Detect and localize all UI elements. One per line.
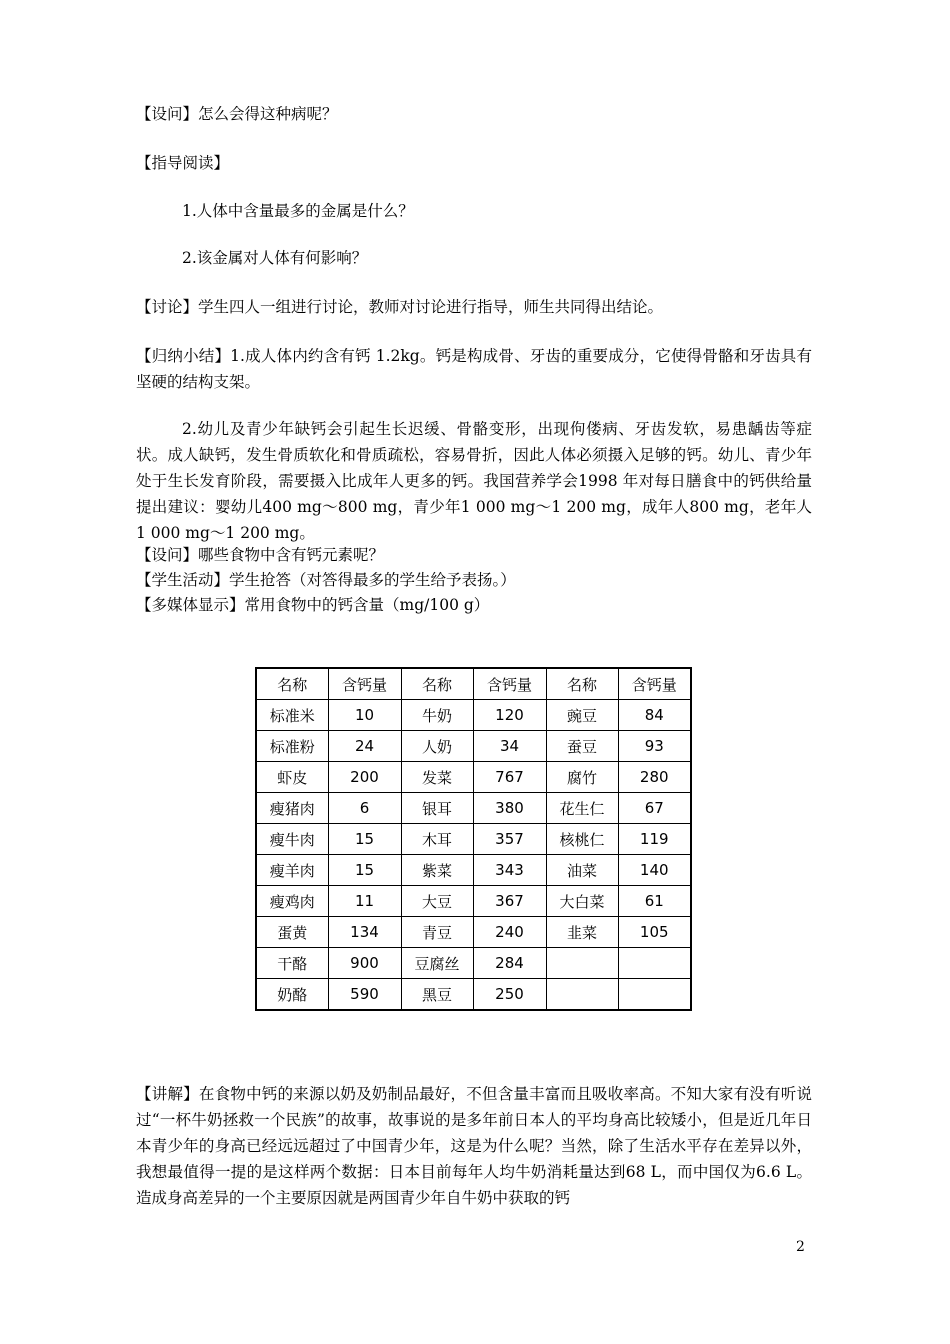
table-cell: 200	[328, 762, 401, 793]
table-header-cell: 含钙量	[618, 668, 691, 700]
table-cell: 11	[328, 886, 401, 917]
table-header-row	[256, 668, 691, 700]
table-cell: 67	[618, 793, 691, 824]
table-row	[256, 762, 691, 793]
table-cell: 120	[473, 700, 546, 731]
table-cell: 767	[473, 762, 546, 793]
table-cell: 韭菜	[546, 917, 618, 948]
table-cell: 284	[473, 948, 546, 979]
table-row	[256, 824, 691, 855]
question-line-2: 【设问】哪些食物中含有钙元素呢？	[136, 546, 385, 564]
table-cell: 牛奶	[401, 700, 473, 731]
table-row	[256, 886, 691, 917]
table-cell: 6	[328, 793, 401, 824]
explanation-paragraph: 【讲解】在食物中钙的来源以奶及奶制品最好，不但含量丰富而且吸收率高。不知大家有没有听说过“一杯牛奶拯救一个民族”的故事，故事说的是多年前日本人的平均身高比较矮小，但是近几年日本青少年的身高已经远远超过了中国青少年，这是为什么呢？当然，除了生活水平存在差异以外，我想最值得一提的是这样两个数据：日本目前每年人均牛奶消耗量达到68 L，而中国仅为6.6 L。造成身高差异的一个主要原因就是两国青少年自牛奶中获取的钙	[136, 1085, 812, 1207]
table-cell: 大白菜	[546, 886, 618, 917]
table-cell: 34	[473, 731, 546, 762]
table-cell: 青豆	[401, 917, 473, 948]
table-cell: 大豆	[401, 886, 473, 917]
calcium-deficiency-paragraph: 2.幼儿及青少年缺钙会引起生长迟缓、骨骼变形，出现佝偻病、牙齿发软，易患龋齿等症状。成人缺钙，发生骨质软化和骨质疏松，容易骨折，因此人体必须摄入足够的钙。幼儿、青少年处于生长发育阶段，需要摄入比成年人更多的钙。我国营养学会1998 年对每日膳食中的钙供给量提出建议：婴幼儿400 mg～800 mg，青少年1 000 mg～1 200 mg，成年人800 mg，老年人1 000 mg～1 200 mg。	[136, 420, 812, 542]
table-row	[256, 700, 691, 731]
table-cell: 蚕豆	[546, 731, 618, 762]
table-cell	[618, 979, 691, 1011]
table-cell: 61	[618, 886, 691, 917]
table-cell: 人奶	[401, 731, 473, 762]
calcium-content-table	[255, 667, 692, 1011]
table-cell	[546, 948, 618, 979]
table-row	[256, 948, 691, 979]
table-cell: 紫菜	[401, 855, 473, 886]
table-row	[256, 731, 691, 762]
table-cell: 119	[618, 824, 691, 855]
table-cell: 280	[618, 762, 691, 793]
table-header-cell: 名称	[546, 668, 618, 700]
table-cell: 银耳	[401, 793, 473, 824]
question-line-1: 【设问】怎么会得这种病呢？	[136, 105, 338, 123]
table-header-cell: 名称	[401, 668, 473, 700]
table-cell: 84	[618, 700, 691, 731]
table-cell	[618, 948, 691, 979]
multimedia-caption: 【多媒体显示】常用食物中的钙含量（mg/100 g）	[136, 596, 490, 614]
table-cell: 虾皮	[256, 762, 328, 793]
table-cell: 奶酪	[256, 979, 328, 1011]
table-cell: 油菜	[546, 855, 618, 886]
table-cell: 标准米	[256, 700, 328, 731]
table-cell: 豌豆	[546, 700, 618, 731]
page-number: 2	[796, 1239, 805, 1255]
table-cell: 瘦羊肉	[256, 855, 328, 886]
table-cell: 核桃仁	[546, 824, 618, 855]
table-cell: 瘦牛肉	[256, 824, 328, 855]
reading-item-1: 1.人体中含量最多的金属是什么？	[182, 202, 414, 220]
table-cell: 15	[328, 855, 401, 886]
table-cell: 380	[473, 793, 546, 824]
guided-reading-heading: 【指导阅读】	[136, 154, 230, 172]
table-cell: 腐竹	[546, 762, 618, 793]
table-cell: 105	[618, 917, 691, 948]
table-header-cell: 含钙量	[473, 668, 546, 700]
table-cell: 900	[328, 948, 401, 979]
table-cell: 134	[328, 917, 401, 948]
table-row	[256, 855, 691, 886]
table-cell: 花生仁	[546, 793, 618, 824]
table-cell: 蛋黄	[256, 917, 328, 948]
table-cell: 干酪	[256, 948, 328, 979]
table-cell: 24	[328, 731, 401, 762]
table-cell: 250	[473, 979, 546, 1011]
table-header-cell: 名称	[256, 668, 328, 700]
table-cell: 10	[328, 700, 401, 731]
table-cell: 93	[618, 731, 691, 762]
table-cell: 标准粉	[256, 731, 328, 762]
student-activity-line: 【学生活动】学生抢答（对答得最多的学生给予表扬。）	[136, 571, 516, 589]
table-cell: 黑豆	[401, 979, 473, 1011]
summary-paragraph: 【归纳小结】1.成人体内约含有钙 1.2kg。钙是构成骨、牙齿的重要成分，它使得骨骼和牙齿具有坚硬的结构支架。	[136, 347, 812, 391]
table-cell	[546, 979, 618, 1011]
table-cell: 343	[473, 855, 546, 886]
table-cell: 15	[328, 824, 401, 855]
table-cell: 590	[328, 979, 401, 1011]
table-cell: 发菜	[401, 762, 473, 793]
table-row	[256, 917, 691, 948]
table-row	[256, 979, 691, 1011]
table-cell: 豆腐丝	[401, 948, 473, 979]
reading-item-2: 2.该金属对人体有何影响？	[182, 249, 368, 267]
table-cell: 140	[618, 855, 691, 886]
table-row	[256, 793, 691, 824]
table-cell: 367	[473, 886, 546, 917]
table-cell: 240	[473, 917, 546, 948]
table-cell: 瘦猪肉	[256, 793, 328, 824]
table-cell: 357	[473, 824, 546, 855]
table-cell: 木耳	[401, 824, 473, 855]
table-header-cell: 含钙量	[328, 668, 401, 700]
table-cell: 瘦鸡肉	[256, 886, 328, 917]
discussion-line: 【讨论】学生四人一组进行讨论，教师对讨论进行指导，师生共同得出结论。	[136, 298, 664, 316]
